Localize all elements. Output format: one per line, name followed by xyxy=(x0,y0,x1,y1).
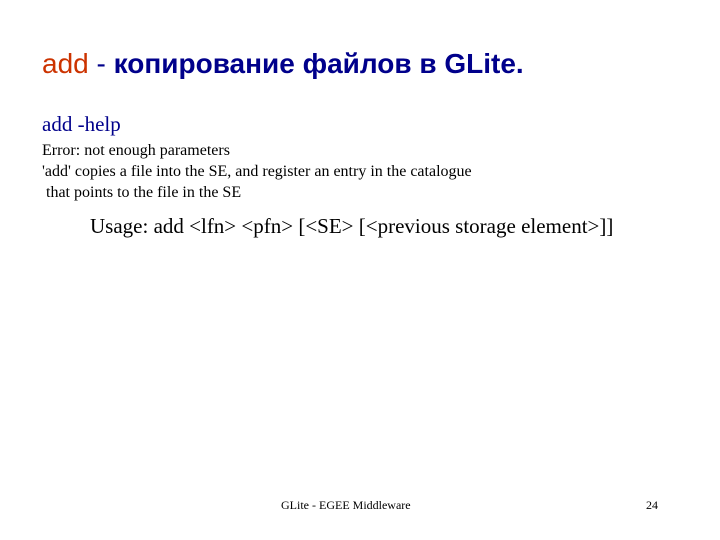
title-description: копирование файлов в GLite. xyxy=(113,48,524,79)
output-line: that points to the file in the SE xyxy=(46,184,242,201)
page-number: 24 xyxy=(646,498,658,512)
title-command: add xyxy=(42,48,89,79)
title-dash: - xyxy=(88,48,114,79)
usage-line: Usage: add <lfn> <pfn> [<SE> [<previous storage element>]] xyxy=(90,214,614,238)
slide-title xyxy=(42,46,524,83)
output-line: Error: not enough parameters xyxy=(42,142,230,159)
slide-footer: GLite - EGEE Middleware xyxy=(281,498,411,512)
command-output xyxy=(42,140,472,203)
command-subhead: add -help xyxy=(42,112,121,136)
output-line: 'add' copies a file into the SE, and register an entry in the catalogue xyxy=(42,163,472,180)
